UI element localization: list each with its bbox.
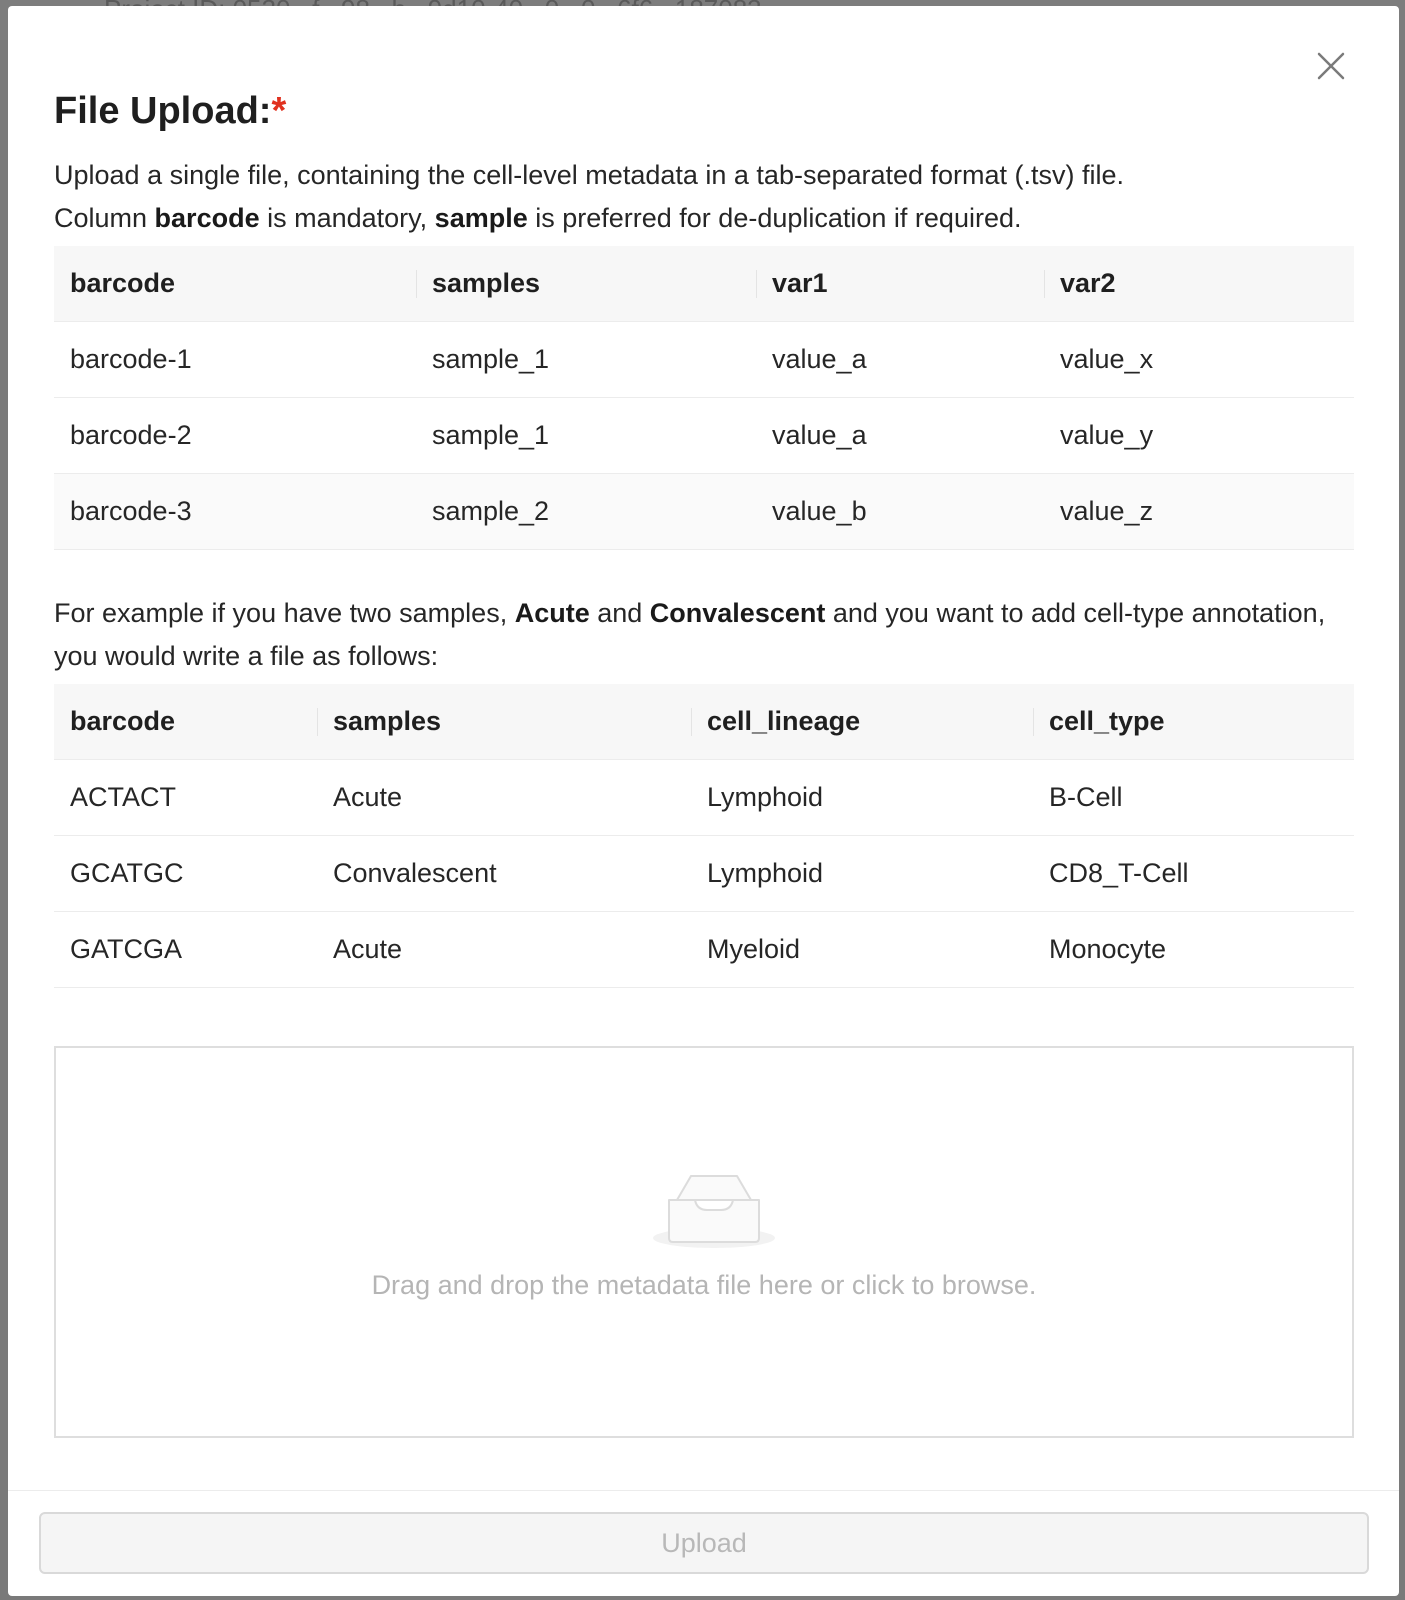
modal-title [54,86,1354,136]
description-line2-suffix: is preferred for de-duplication if required. [527,203,1022,233]
table-cell: sample_1 [416,322,756,398]
table-cell: value_a [756,398,1044,474]
table-row [54,474,1354,550]
inbox-icon [651,1170,777,1250]
example-prefix: For example if you have two samples, [54,598,515,628]
table-cell: B-Cell [1033,760,1354,836]
table-header-row [54,246,1354,322]
table-cell: Lymphoid [691,760,1033,836]
table-row [54,398,1354,474]
table-header-row [54,684,1354,760]
table-cell: value_a [756,322,1044,398]
table-cell: barcode-2 [54,398,416,474]
table-cell: Myeloid [691,912,1033,988]
close-icon[interactable] [1313,48,1349,84]
column-header: barcode [54,684,317,760]
table-cell: Acute [317,760,691,836]
upload-button[interactable]: Upload [39,1512,1369,1574]
table-cell: value_b [756,474,1044,550]
modal-content [54,86,1354,1438]
description-line2-middle: is mandatory, [259,203,435,233]
column-header: samples [416,246,756,322]
format-table [54,246,1354,550]
table-cell: barcode-1 [54,322,416,398]
table-cell: value_z [1044,474,1354,550]
table-cell: barcode-3 [54,474,416,550]
table-cell: Acute [317,912,691,988]
example-table [54,684,1354,988]
example-bold-convalescent: Convalescent [649,598,826,628]
table-cell: ACTACT [54,760,317,836]
dropzone-hint: Drag and drop the metadata file here or click to browse. [371,1270,1037,1300]
column-header: cell_type [1033,684,1354,760]
description-line1: Upload a single file, containing the cell-level metadata in a tab-separated format (.tsv) file. [54,160,1125,190]
required-mark: * [271,90,287,132]
example-bold-acute: Acute [514,598,590,628]
example-middle: and [589,598,650,628]
modal-title-text: File Upload: [54,90,272,132]
column-header: barcode [54,246,416,322]
footer-divider [8,1490,1399,1491]
column-header: cell_lineage [691,684,1033,760]
table-cell: value_x [1044,322,1354,398]
column-header: var2 [1044,246,1354,322]
description-line2-prefix: Column [54,203,155,233]
table-cell: Lymphoid [691,836,1033,912]
table-cell: Convalescent [317,836,691,912]
example-description [54,592,1354,678]
table-row [54,912,1354,988]
column-header: var1 [756,246,1044,322]
table-row [54,322,1354,398]
column-header: samples [317,684,691,760]
table-cell: sample_1 [416,398,756,474]
table-row [54,760,1354,836]
file-dropzone[interactable] [54,1046,1354,1438]
table-cell: CD8_T-Cell [1033,836,1354,912]
table-cell: GATCGA [54,912,317,988]
description-bold-barcode: barcode [154,203,260,233]
table-cell: sample_2 [416,474,756,550]
example-suffix: and you want to add cell-type annotation, you would write a file as follows: [54,598,1326,671]
description-bold-sample: sample [434,203,528,233]
table-row [54,836,1354,912]
file-upload-modal [8,6,1399,1596]
table-cell: value_y [1044,398,1354,474]
table-cell: GCATGC [54,836,317,912]
upload-description [54,154,1354,240]
table-cell: Monocyte [1033,912,1354,988]
